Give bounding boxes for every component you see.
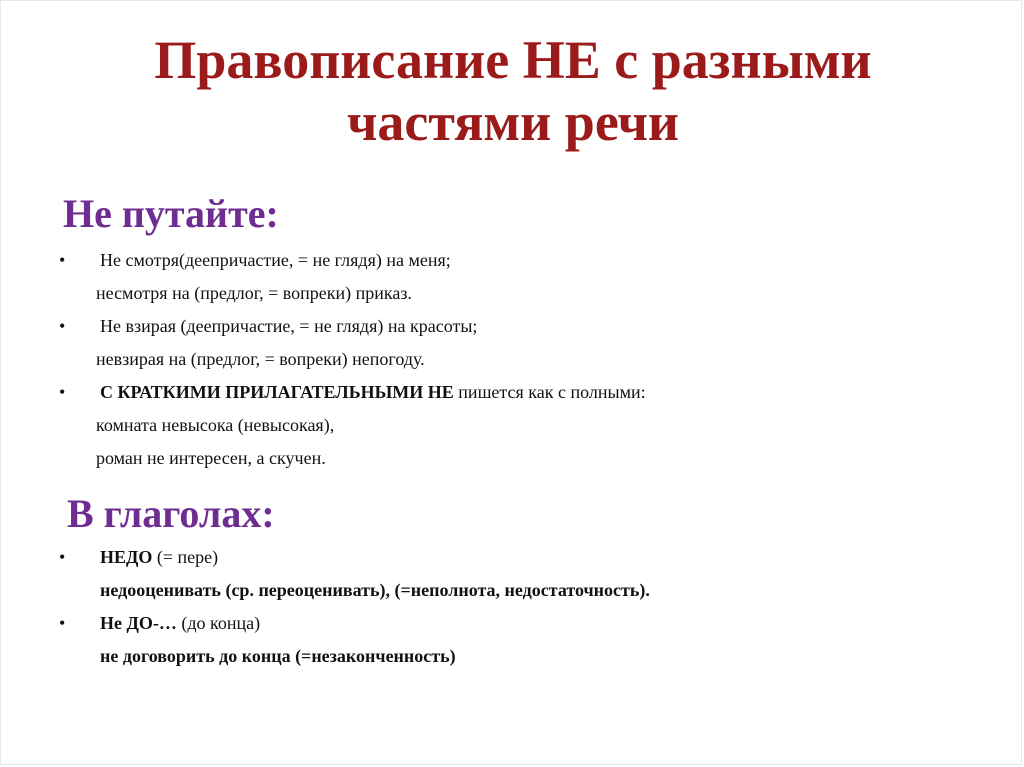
bullet-icon: • — [59, 547, 66, 567]
verb-item-2-rest: (до конца) — [176, 613, 261, 633]
section-heading-ne-putayte: Не путайте: — [63, 191, 279, 236]
verb-item-1-line-1 — [100, 546, 218, 568]
item-3-line-1 — [100, 381, 646, 403]
item-3-line-3: роман не интересен, а скучен. — [96, 448, 326, 468]
verb-item-2-line-1 — [100, 612, 260, 634]
verb-item-2-line-2: не договорить до конца (=незаконченность) — [100, 646, 456, 666]
verb-item-1-bold: НЕДО — [100, 547, 153, 567]
item-2-line-2: невзирая на (предлог, = вопреки) непогоду. — [96, 349, 425, 369]
item-3-line-2: комната невысока (невысокая), — [96, 415, 335, 435]
verb-item-1-rest: (= пере) — [152, 547, 219, 567]
slide-title — [1, 29, 1024, 153]
item-2-line-1: Не взирая (деепричастие, = не глядя) на красоты; — [100, 316, 478, 336]
item-3-bold: С КРАТКИМИ ПРИЛАГАТЕЛЬНЫМИ НЕ — [100, 382, 454, 402]
bullet-icon: • — [59, 316, 66, 336]
item-1-line-2: несмотря на (предлог, = вопреки) приказ. — [96, 283, 412, 303]
bullet-icon: • — [59, 250, 66, 270]
bullet-icon: • — [59, 613, 66, 633]
slide-title-line1: Правописание НЕ с разными — [154, 30, 872, 90]
item-1-line-1: Не смотря(деепричастие, = не глядя) на меня; — [100, 250, 451, 270]
verb-item-1-line-2: недооценивать (ср. переоценивать), (=неполнота, недостаточность). — [100, 580, 650, 600]
verb-item-2-bold: Не ДО-… — [100, 613, 177, 633]
item-3-rest: пишется как с полными: — [453, 382, 646, 402]
section-heading-v-glagolakh: В глаголах: — [67, 491, 275, 536]
slide-title-line2: частями речи — [346, 92, 680, 152]
bullet-icon: • — [59, 382, 66, 402]
